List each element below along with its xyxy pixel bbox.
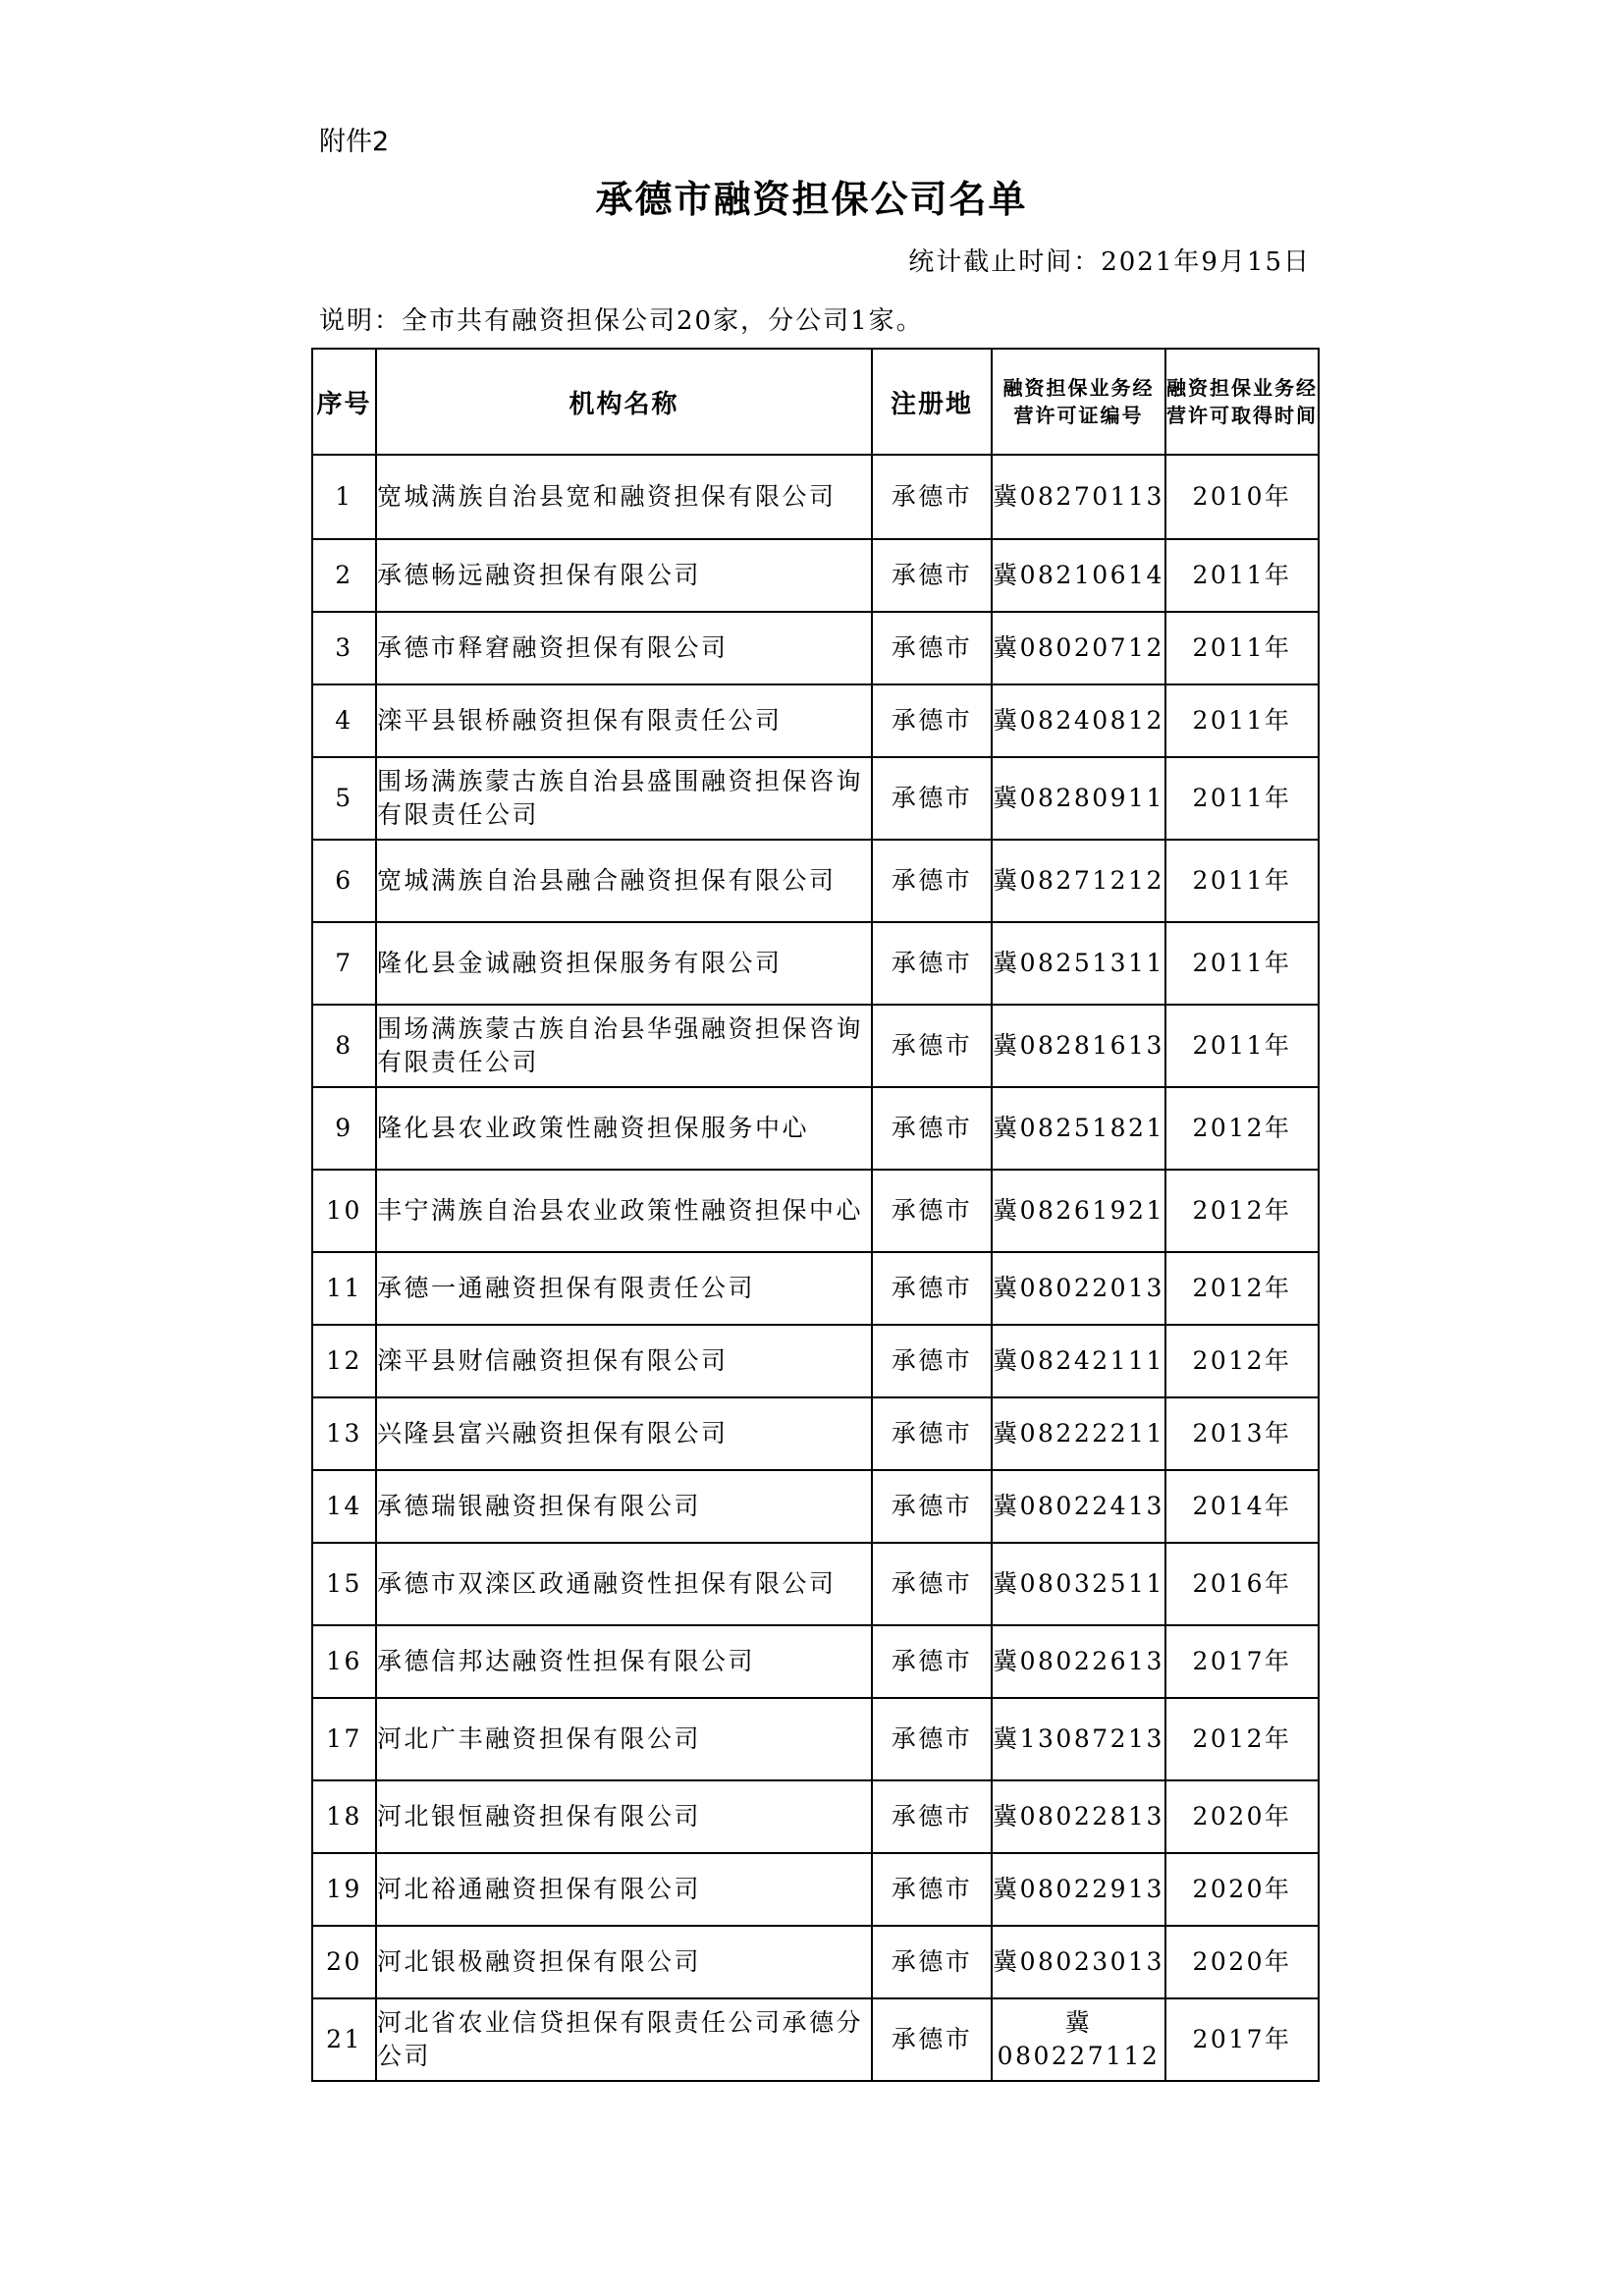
registered-place: 承德市 (872, 1780, 992, 1853)
row-number: 5 (312, 757, 376, 840)
table-row (312, 539, 1319, 612)
table-row (312, 1926, 1319, 1998)
registered-place: 承德市 (872, 1698, 992, 1780)
registered-place: 承德市 (872, 1926, 992, 1998)
company-name: 围场满族蒙古族自治县盛围融资担保咨询有限责任公司 (376, 757, 872, 840)
note-text: 说明：全市共有融资担保公司20家，分公司1家。 (319, 306, 924, 336)
registered-place: 承德市 (872, 1470, 992, 1543)
registered-place: 承德市 (872, 922, 992, 1005)
license-number: 冀08022013 (992, 1252, 1165, 1325)
header-time: 融资担保业务经营许可取得时间 (1165, 349, 1319, 455)
registered-place: 承德市 (872, 1005, 992, 1087)
row-number: 11 (312, 1252, 376, 1325)
registered-place: 承德市 (872, 1252, 992, 1325)
table-row (312, 1853, 1319, 1926)
company-name: 兴隆县富兴融资担保有限公司 (376, 1397, 872, 1470)
registered-place: 承德市 (872, 684, 992, 757)
registered-place: 承德市 (872, 1998, 992, 2081)
company-name: 河北银极融资担保有限公司 (376, 1926, 872, 1998)
license-number: 冀08280911 (992, 757, 1165, 840)
row-number: 20 (312, 1926, 376, 1998)
company-name: 宽城满族自治县融合融资担保有限公司 (376, 840, 872, 922)
company-name: 承德一通融资担保有限责任公司 (376, 1252, 872, 1325)
company-name: 承德瑞银融资担保有限公司 (376, 1470, 872, 1543)
license-number: 冀08020712 (992, 612, 1165, 684)
row-number: 6 (312, 840, 376, 922)
header-name: 机构名称 (376, 349, 872, 455)
table-row (312, 1998, 1319, 2081)
license-number: 冀08022913 (992, 1853, 1165, 1926)
header-place: 注册地 (872, 349, 992, 455)
registered-place: 承德市 (872, 1543, 992, 1625)
table-row (312, 840, 1319, 922)
table-row (312, 1397, 1319, 1470)
license-year: 2014年 (1165, 1470, 1319, 1543)
license-number: 冀08023013 (992, 1926, 1165, 1998)
registered-place: 承德市 (872, 1625, 992, 1698)
table-header-row (312, 349, 1319, 455)
company-name: 滦平县银桥融资担保有限责任公司 (376, 684, 872, 757)
company-table (311, 348, 1320, 2082)
row-number: 9 (312, 1087, 376, 1170)
license-number: 冀08022813 (992, 1780, 1165, 1853)
license-year: 2020年 (1165, 1780, 1319, 1853)
row-number: 14 (312, 1470, 376, 1543)
table-row (312, 1780, 1319, 1853)
company-name: 河北银恒融资担保有限公司 (376, 1780, 872, 1853)
company-name: 滦平县财信融资担保有限公司 (376, 1325, 872, 1397)
row-number: 19 (312, 1853, 376, 1926)
license-year: 2011年 (1165, 684, 1319, 757)
registered-place: 承德市 (872, 757, 992, 840)
license-year: 2011年 (1165, 539, 1319, 612)
license-year: 2020年 (1165, 1853, 1319, 1926)
company-name: 隆化县金诚融资担保服务有限公司 (376, 922, 872, 1005)
company-name: 承德市双滦区政通融资性担保有限公司 (376, 1543, 872, 1625)
row-number: 13 (312, 1397, 376, 1470)
license-year: 2012年 (1165, 1087, 1319, 1170)
license-year: 2011年 (1165, 840, 1319, 922)
license-number: 冀080227112 (992, 1998, 1165, 2081)
row-number: 12 (312, 1325, 376, 1397)
license-number: 冀08022613 (992, 1625, 1165, 1698)
table-row (312, 1625, 1319, 1698)
table-body (312, 455, 1319, 2081)
license-number: 冀08261921 (992, 1170, 1165, 1252)
table-row (312, 455, 1319, 539)
registered-place: 承德市 (872, 1087, 992, 1170)
company-name: 承德畅远融资担保有限公司 (376, 539, 872, 612)
license-year: 2012年 (1165, 1698, 1319, 1780)
company-name: 河北省农业信贷担保有限责任公司承德分公司 (376, 1998, 872, 2081)
table-row (312, 1470, 1319, 1543)
license-number: 冀08242111 (992, 1325, 1165, 1397)
table-row (312, 1543, 1319, 1625)
registered-place: 承德市 (872, 539, 992, 612)
company-name: 承德市释窘融资担保有限公司 (376, 612, 872, 684)
table-row (312, 1005, 1319, 1087)
license-year: 2012年 (1165, 1252, 1319, 1325)
license-year: 2012年 (1165, 1170, 1319, 1252)
row-number: 18 (312, 1780, 376, 1853)
table-row (312, 1087, 1319, 1170)
company-name: 围场满族蒙古族自治县华强融资担保咨询有限责任公司 (376, 1005, 872, 1087)
table-row (312, 1252, 1319, 1325)
row-number: 10 (312, 1170, 376, 1252)
row-number: 21 (312, 1998, 376, 2081)
license-year: 2017年 (1165, 1625, 1319, 1698)
page-title: 承德市融资担保公司名单 (595, 177, 1028, 221)
company-name: 承德信邦达融资性担保有限公司 (376, 1625, 872, 1698)
license-year: 2010年 (1165, 455, 1319, 539)
license-number: 冀13087213 (992, 1698, 1165, 1780)
license-year: 2016年 (1165, 1543, 1319, 1625)
license-number: 冀08240812 (992, 684, 1165, 757)
registered-place: 承德市 (872, 840, 992, 922)
license-number: 冀08271212 (992, 840, 1165, 922)
row-number: 17 (312, 1698, 376, 1780)
row-number: 2 (312, 539, 376, 612)
table-row (312, 1170, 1319, 1252)
license-number: 冀08251821 (992, 1087, 1165, 1170)
license-year: 2011年 (1165, 1005, 1319, 1087)
company-name: 丰宁满族自治县农业政策性融资担保中心 (376, 1170, 872, 1252)
table-row (312, 684, 1319, 757)
license-number: 冀08222211 (992, 1397, 1165, 1470)
row-number: 1 (312, 455, 376, 539)
row-number: 7 (312, 922, 376, 1005)
registered-place: 承德市 (872, 1325, 992, 1397)
license-year: 2011年 (1165, 757, 1319, 840)
license-number: 冀08281613 (992, 1005, 1165, 1087)
license-year: 2011年 (1165, 922, 1319, 1005)
registered-place: 承德市 (872, 1170, 992, 1252)
license-year: 2013年 (1165, 1397, 1319, 1470)
registered-place: 承德市 (872, 612, 992, 684)
company-name: 河北裕通融资担保有限公司 (376, 1853, 872, 1926)
table-row (312, 922, 1319, 1005)
license-number: 冀08270113 (992, 455, 1165, 539)
license-number: 冀08251311 (992, 922, 1165, 1005)
row-number: 8 (312, 1005, 376, 1087)
table-row (312, 1325, 1319, 1397)
stat-date: 统计截止时间：2021年9月15日 (908, 247, 1311, 277)
table-row (312, 1698, 1319, 1780)
row-number: 16 (312, 1625, 376, 1698)
company-name: 隆化县农业政策性融资担保服务中心 (376, 1087, 872, 1170)
registered-place: 承德市 (872, 455, 992, 539)
attachment-label: 附件2 (319, 127, 390, 157)
license-year: 2011年 (1165, 612, 1319, 684)
license-year: 2020年 (1165, 1926, 1319, 1998)
header-no: 序号 (312, 349, 376, 455)
license-number: 冀08022413 (992, 1470, 1165, 1543)
license-year: 2012年 (1165, 1325, 1319, 1397)
company-name: 河北广丰融资担保有限公司 (376, 1698, 872, 1780)
table-row (312, 757, 1319, 840)
table-row (312, 612, 1319, 684)
row-number: 3 (312, 612, 376, 684)
row-number: 4 (312, 684, 376, 757)
row-number: 15 (312, 1543, 376, 1625)
company-name: 宽城满族自治县宽和融资担保有限公司 (376, 455, 872, 539)
license-year: 2017年 (1165, 1998, 1319, 2081)
license-number: 冀08032511 (992, 1543, 1165, 1625)
registered-place: 承德市 (872, 1853, 992, 1926)
license-number: 冀08210614 (992, 539, 1165, 612)
registered-place: 承德市 (872, 1397, 992, 1470)
header-license: 融资担保业务经营许可证编号 (992, 349, 1165, 455)
